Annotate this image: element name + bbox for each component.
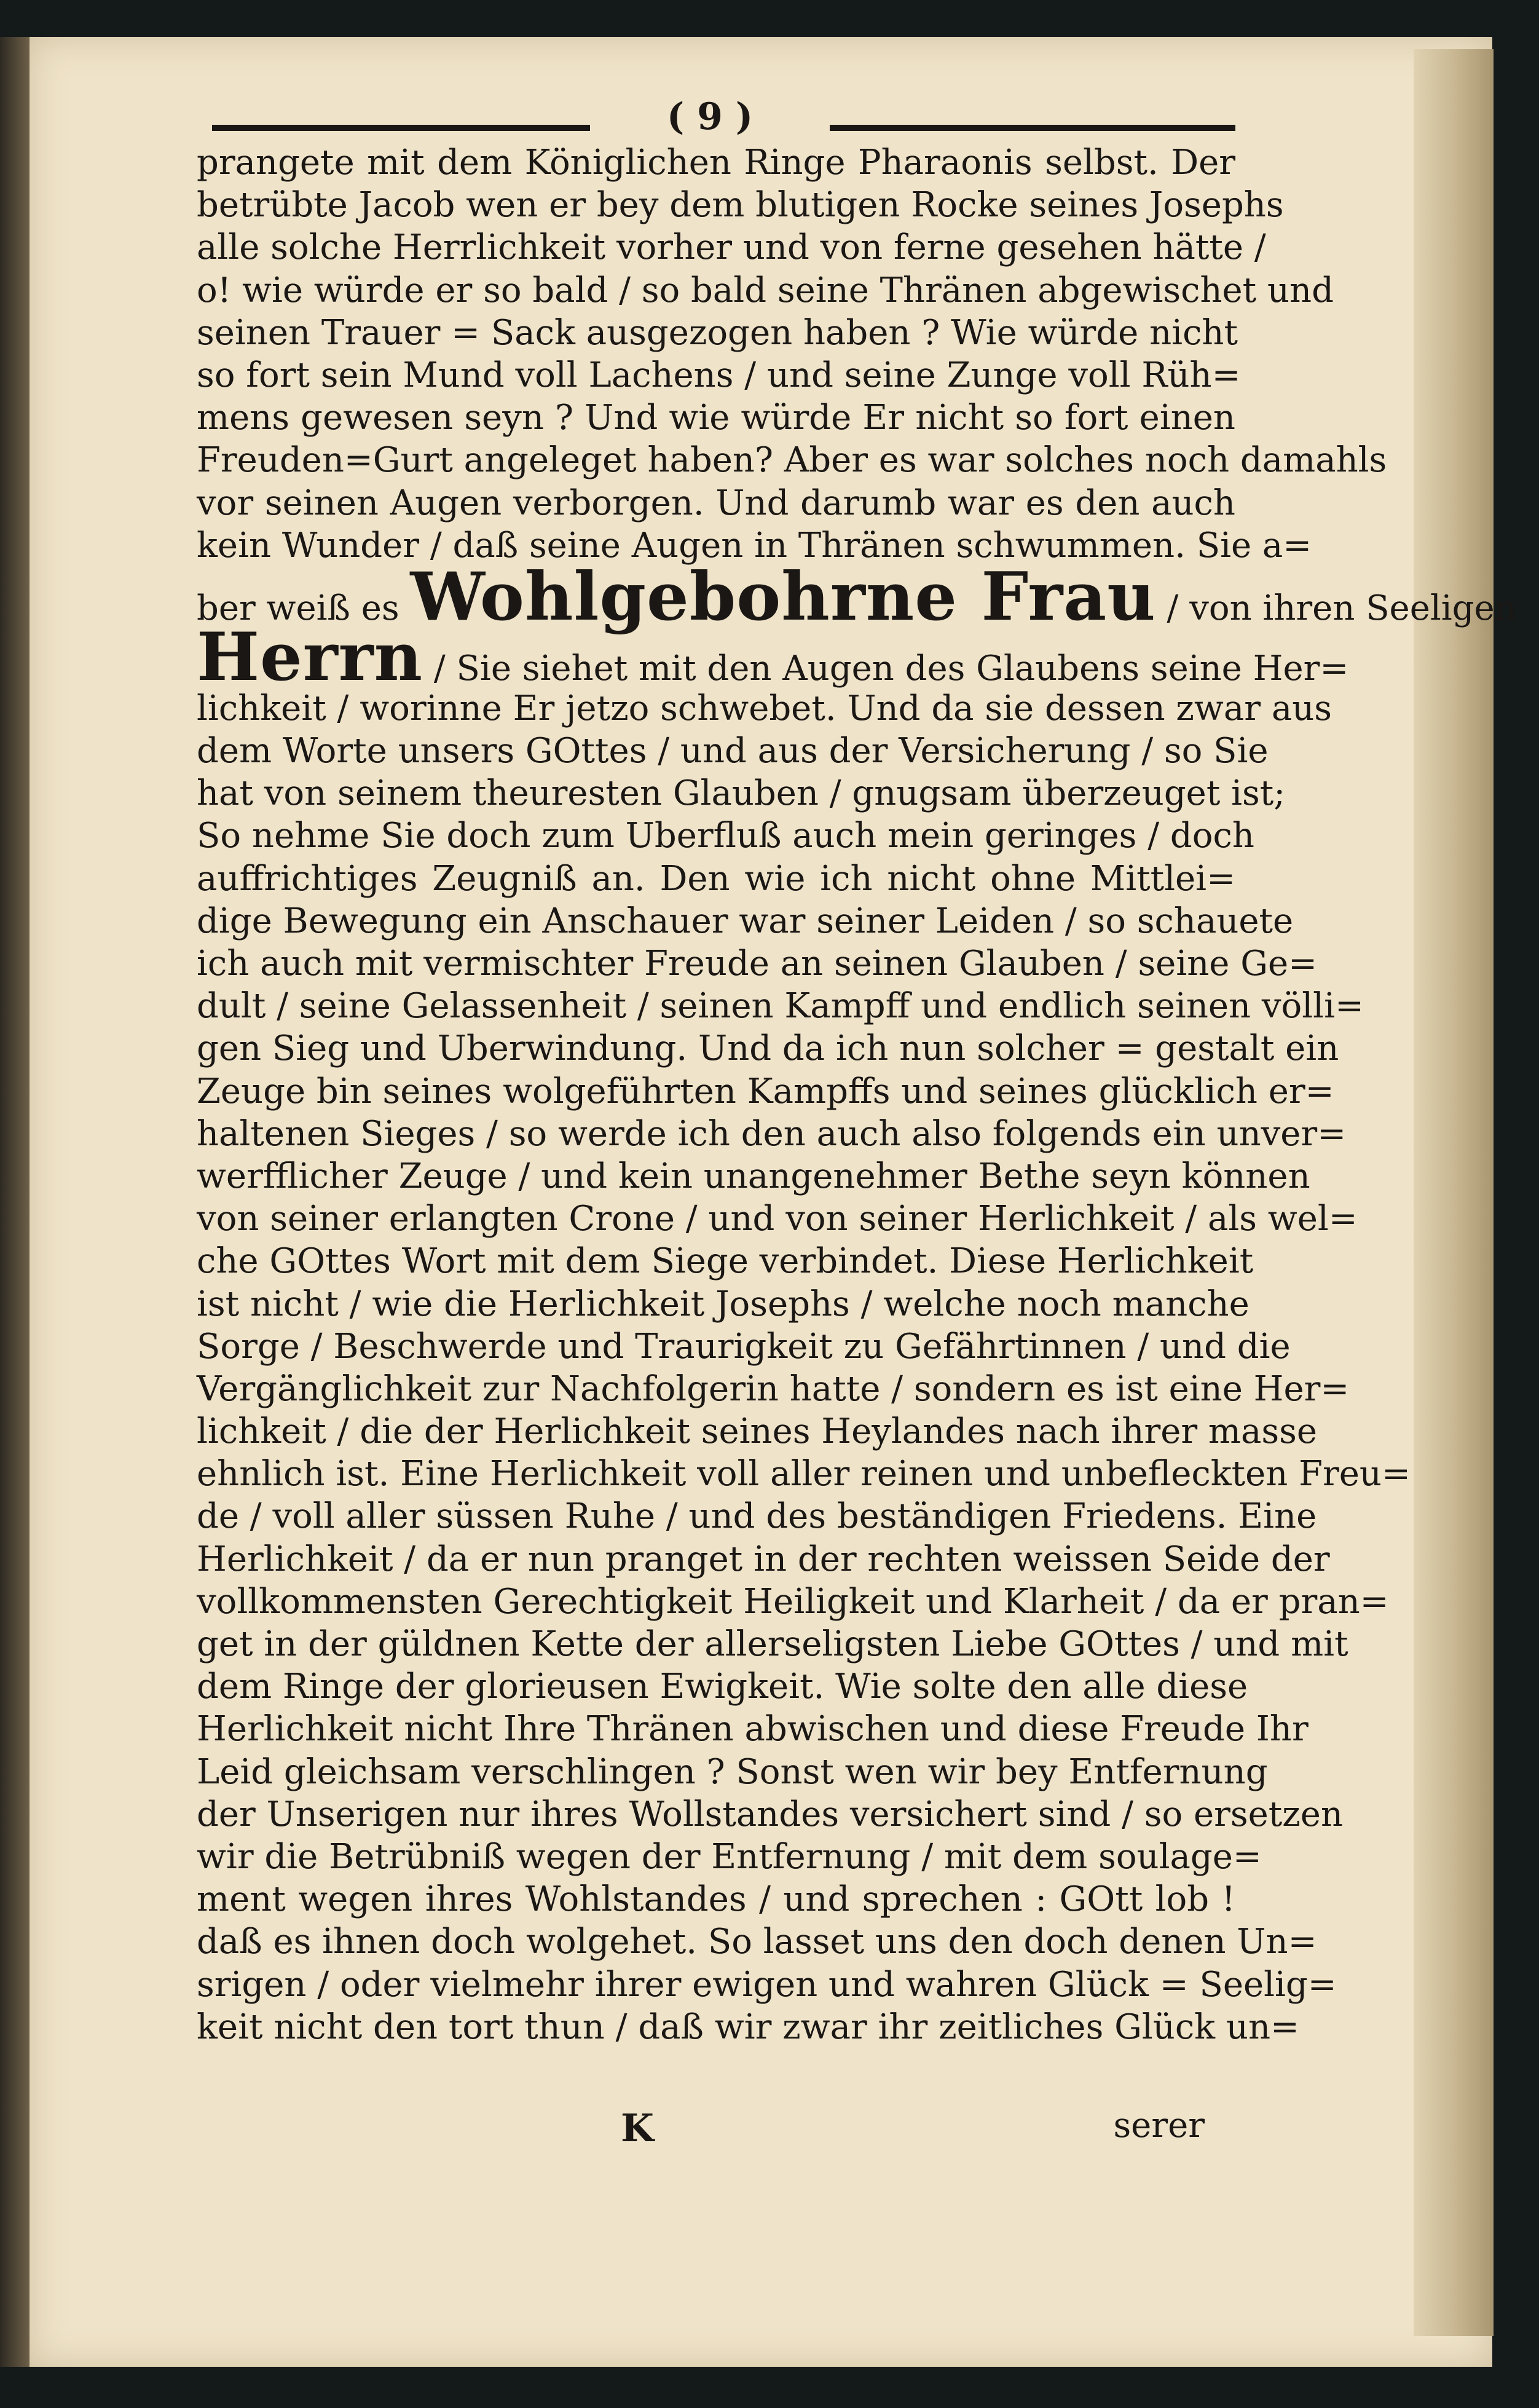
text-line: So nehme Sie doch zum Uberfluß auch mein geringes / doch [197,816,1254,856]
text-line: vollkommensten Gerechtigkeit Heiligkeit und Klarheit / da er pran= [197,1581,1389,1622]
text-line: von seiner erlangten Crone / und von seiner Herlichkeit / als wel= [197,1199,1358,1239]
text-line: keit nicht den tort thun / daß wir zwar ihr zeitliches Glück un= [197,2007,1299,2047]
text-line: werfflicher Zeuge / und kein unangenehmer Bethe seyn können [197,1156,1310,1196]
text-line: Vergänglichkeit zur Nachfolgerin hatte / sondern es ist eine Her= [197,1368,1350,1409]
text-line: Sorge / Beschwerde und Traurigkeit zu Gefährtinnen / und die [197,1326,1291,1367]
text-line: o! wie würde er so bald / so bald seine Thränen abgewischet und [197,270,1334,310]
text-line: vor seinen Augen verborgen. Und darumb war es den auch [197,483,1235,523]
page-footer [197,2106,1235,2155]
page-edge [1414,49,1494,2336]
text-line: haltenen Sieges / so werde ich den auch also folgends ein unver= [197,1113,1347,1154]
text-line: ment wegen ihres Wohlstandes / und sprechen : GOtt lob ! [197,1879,1235,1920]
text-line: seinen Trauer = Sack ausgezogen haben ? Wie würde nicht [197,312,1238,353]
text-line: auffrichtiges Zeugniß an. Den wie ich nicht ohne Mittlei= [197,858,1235,899]
text-line: Herlichkeit nicht Ihre Thränen abwischen und diese Freude Ihr [197,1709,1309,1750]
text-line: lichkeit / worinne Er jetzo schwebet. Und da sie dessen zwar aus [197,688,1332,728]
text-line: Zeuge bin seines wolgeführten Kampffs und seines glücklich er= [197,1071,1334,1111]
text-line: Leid gleichsam verschlingen ? Sonst wen wir bey Entfernung [197,1751,1268,1792]
catchword: serer [1113,2106,1205,2145]
text-line: alle solche Herrlichkeit vorher und von ferne gesehen hätte / [197,227,1266,268]
text-line: ehnlich ist. Eine Herlichkeit voll aller reinen und unbefleckten Freu= [197,1454,1411,1494]
body-text [197,141,1517,2048]
text-line: gen Sieg und Uberwindung. Und da ich nun solcher = gestalt ein [197,1028,1339,1069]
emphasis-herrn: Herrn [197,618,423,696]
text-line: daß es ihnen doch wolgehet. So lasset uns den doch denen Un= [197,1922,1317,1962]
line-end: / von ihren Seeligen [1167,588,1517,628]
text-line [197,618,1349,696]
text-line: Freuden=Gurt angeleget haben? Aber es war solches noch damahls [197,440,1387,481]
text-line: lichkeit / die der Herlichkeit seines Heylandes nach ihrer masse [197,1411,1318,1452]
text-line: dige Bewegung ein Anschauer war seiner Leiden / so schauete [197,901,1294,941]
text-line: dult / seine Gelassenheit / seinen Kampff und endlich seinen völli= [197,986,1364,1027]
text-line: hat von seinem theuresten Glauben / gnugsam überzeuget ist; [197,773,1286,814]
text-line: betrübte Jacob wen er bey dem blutigen Rocke seines Josephs [197,185,1284,226]
text-line: der Unserigen nur ihres Wollstandes versichert sind / so ersetzen [197,1794,1344,1834]
text-line: de / voll aller süssen Ruhe / und des beständigen Friedens. Eine [197,1496,1317,1537]
text-line: so fort sein Mund voll Lachens / und seine Zunge voll Rüh= [197,355,1241,395]
text-line: che GOttes Wort mit dem Siege verbindet. Diese Herlichkeit [197,1241,1254,1282]
header-rule-left [212,125,590,131]
text-line: get in der güldnen Kette der allerseligsten Liebe GOttes / und mit [197,1624,1348,1664]
line-start: ber weiß es [197,588,400,628]
text-line: srigen / oder vielmehr ihrer ewigen und wahren Glück = Seelig= [197,1964,1337,2005]
line-end: / Sie siehet mit den Augen des Glaubens seine Her= [433,648,1349,689]
text-line: ich auch mit vermischter Freude an seinen Glauben / seine Ge= [197,944,1318,984]
text-line: mens gewesen seyn ? Und wie würde Er nicht so fort einen [197,398,1235,438]
emphasis-wohlgebohrne-frau: Wohlgebohrne Frau [410,558,1156,636]
text-line: kein Wunder / daß seine Augen in Thränen schwummen. Sie a= [197,525,1312,566]
page-header [212,95,1235,144]
page-number: ( 9 ) [666,95,754,138]
text-line: Herlichkeit / da er nun pranget in der rechten weissen Seide der [197,1539,1330,1579]
text-line: wir die Betrübniß wegen der Entfernung / mit dem soulage= [197,1836,1262,1877]
text-line: dem Ringe der glorieusen Ewigkeit. Wie solte den alle diese [197,1667,1248,1707]
text-line: prangete mit dem Königlichen Ringe Pharaonis selbst. Der [197,143,1235,183]
text-line: dem Worte unsers GOttes / und aus der Versicherung / so Sie [197,731,1269,772]
header-rule-right [830,125,1235,131]
text-line: ist nicht / wie die Herlichkeit Josephs / welche noch manche [197,1284,1250,1324]
signature-mark: K [621,2106,654,2150]
